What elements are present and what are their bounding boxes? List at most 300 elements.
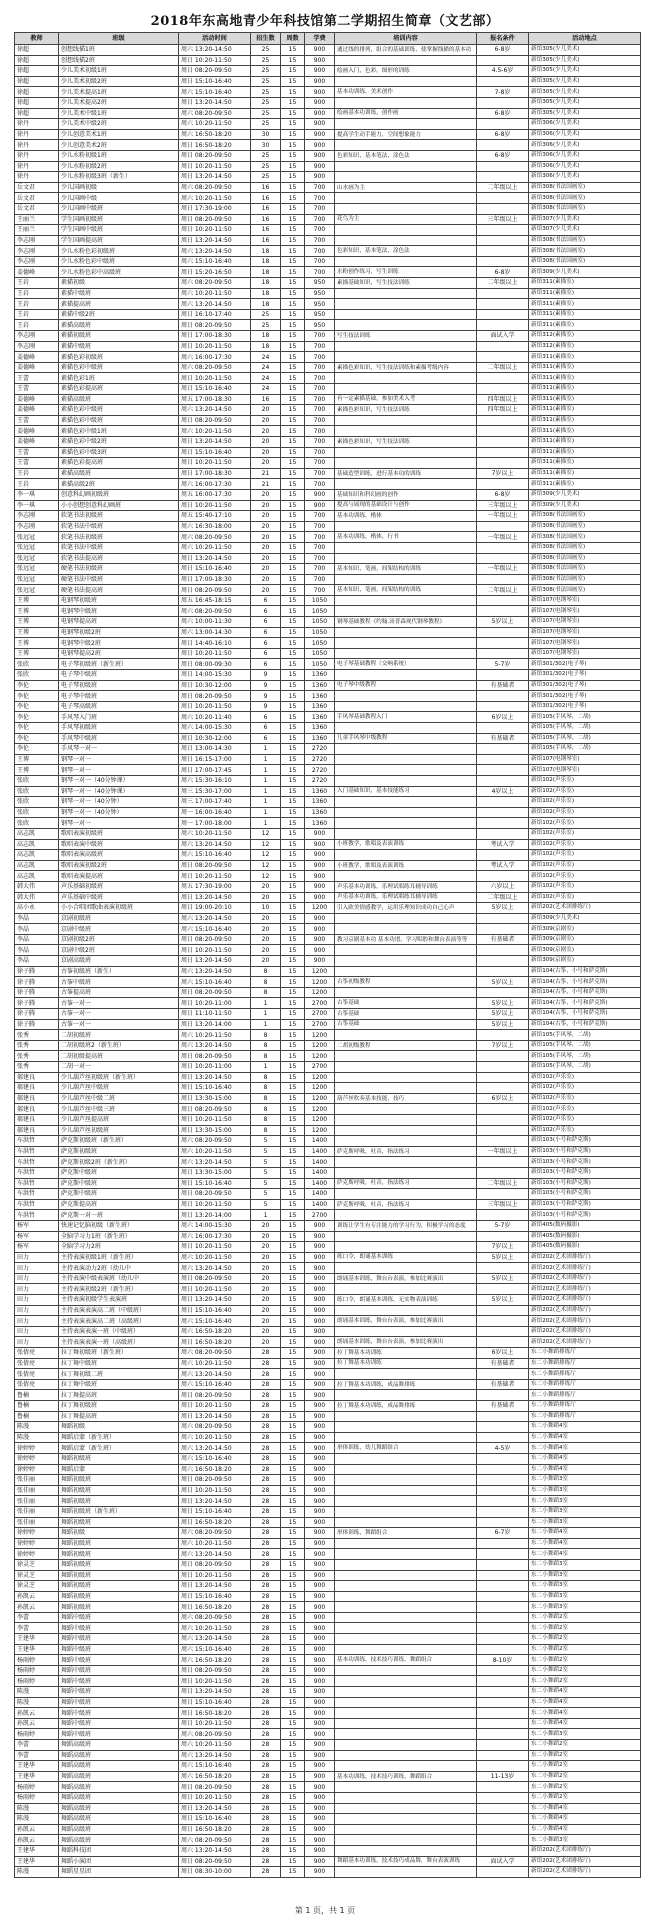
cell-requirement [477,1559,529,1570]
cell-time: 周六 13:20-14:50 [179,1549,251,1560]
cell-teacher: 杨雨婷 [15,1729,59,1740]
cell-capacity: 20 [251,892,281,903]
cell-room: 新馆308(书法国画室) [529,256,641,267]
cell-requirement [477,945,529,956]
cell-time: 周日 08:20-09:50 [179,66,251,77]
cell-weeks: 15 [281,1559,305,1570]
cell-time: 周六 16:50-18:20 [179,1464,251,1475]
cell-fee: 900 [305,1835,335,1846]
cell-weeks: 15 [281,1867,305,1878]
cell-class: 小小创想创意科幻画班 [59,500,179,511]
cell-room: 新馆202(艺术团排练厅) [529,1284,641,1295]
table-row [15,1803,641,1814]
table-row [15,1740,641,1751]
table-row [15,1591,641,1602]
cell-fee: 1050 [305,648,335,659]
cell-content [335,670,477,681]
cell-time: 周日 15:10-16:40 [179,384,251,395]
cell-teacher: 张远冠 [15,564,59,575]
cell-weeks: 15 [281,670,305,681]
cell-teacher: 姜德峰 [15,426,59,437]
cell-time: 周六 13:20-14:50 [179,1443,251,1454]
cell-fee: 1200 [305,1083,335,1094]
cell-teacher: 张倩亮 [15,1348,59,1359]
table-row [15,1199,641,1210]
cell-weeks: 15 [281,1242,305,1253]
table-row [15,1708,641,1719]
cell-fee: 900 [305,66,335,77]
cell-content [335,1665,477,1676]
table-row [15,1443,641,1454]
cell-teacher: 王蕾 [15,447,59,458]
table-row [15,1771,641,1782]
cell-teacher: 李一琪 [15,500,59,511]
cell-teacher: 陈漫 [15,1422,59,1433]
cell-content [335,426,477,437]
cell-room: 东二小舞蹈4室 [529,1453,641,1464]
table-row [15,1750,641,1761]
cell-teacher: 徐超 [15,108,59,119]
cell-fee: 900 [305,1411,335,1422]
table-row [15,1210,641,1221]
cell-content [335,1824,477,1835]
cell-room: 新馆107(电钢琴室) [529,606,641,617]
cell-requirement [477,1792,529,1803]
cell-fee: 1200 [305,1093,335,1104]
cell-capacity: 20 [251,1231,281,1242]
cell-fee: 1200 [305,1125,335,1136]
cell-fee: 900 [305,1570,335,1581]
cell-weeks: 15 [281,532,305,543]
cell-content [335,1390,477,1401]
table-row [15,807,641,818]
table-row [15,1242,641,1253]
cell-class: 主持表演表演高二班（高级班） [59,1316,179,1327]
cell-weeks: 15 [281,1009,305,1020]
cell-room: 新馆107(电钢琴室) [529,648,641,659]
cell-teacher: 张欣 [15,818,59,829]
cell-time: 周日 14:00-15:30 [179,670,251,681]
cell-time: 周六 15:10-16:40 [179,1644,251,1655]
cell-content: 拉丁舞基本功训练，成品舞排练 [335,1401,477,1412]
cell-class: 萨克斯初级班（新生班） [59,1136,179,1147]
cell-teacher: 李志刚 [15,235,59,246]
cell-class: 钢琴一对一 [59,818,179,829]
table-row [15,447,641,458]
cell-room: 新馆309(少儿美术) [529,913,641,924]
cell-content: 基本知识，笔画，间架结构的训练 [335,585,477,596]
cell-content [335,542,477,553]
cell-requirement: 7-8岁 [477,87,529,98]
cell-capacity: 28 [251,1453,281,1464]
cell-weeks: 15 [281,1475,305,1486]
cell-time: 周六 08:20-09:50 [179,1612,251,1623]
cell-teacher: 王建华 [15,1845,59,1856]
cell-teacher: 李志刚 [15,511,59,522]
cell-capacity: 20 [251,426,281,437]
cell-room: 新馆202(艺术团排练厅) [529,1295,641,1306]
cell-fee: 900 [305,1475,335,1486]
cell-teacher: 李志刚 [15,341,59,352]
cell-room: 东二小舞蹈3室 [529,1570,641,1581]
cell-content [335,479,477,490]
cell-time: 周五 15:40-17:10 [179,511,251,522]
cell-time: 周六 16:30-18:00 [179,521,251,532]
cell-capacity: 28 [251,1485,281,1496]
cell-content: 绘画基本功训练，创作画 [335,108,477,119]
cell-weeks: 15 [281,235,305,246]
cell-class: 创想线描2班 [59,55,179,66]
cell-capacity: 18 [251,278,281,289]
cell-time: 周六 08:20-09:50 [179,1348,251,1359]
table-row [15,511,641,522]
cell-room: 新馆102(声乐室) [529,1093,641,1104]
cell-class: 快速记忆脑初级（新生班） [59,1220,179,1231]
table-row [15,765,641,776]
cell-capacity: 20 [251,945,281,956]
cell-capacity: 20 [251,574,281,585]
cell-weeks: 15 [281,1369,305,1380]
cell-requirement [477,161,529,172]
cell-capacity: 20 [251,956,281,967]
cell-teacher: 王博 [15,595,59,606]
cell-class: 主持表演中级表演班（幼儿中 [59,1273,179,1284]
cell-teacher: 徐超 [15,66,59,77]
cell-time: 周日 10:20-11:50 [179,458,251,469]
cell-time: 周日 08:20-09:50 [179,1475,251,1486]
cell-content [335,1475,477,1486]
cell-weeks: 15 [281,1803,305,1814]
cell-room: 新馆103(小号和萨克斯) [529,1210,641,1221]
cell-fee: 1360 [305,670,335,681]
cell-weeks: 15 [281,1644,305,1655]
header-fee: 学费 [305,33,335,45]
cell-time: 周日 17:00-18:30 [179,468,251,479]
cell-content: 色彩知识，基本笔法，涂色法 [335,246,477,257]
cell-teacher: 韩大伟 [15,881,59,892]
cell-fee: 900 [305,1761,335,1772]
cell-capacity: 25 [251,320,281,331]
cell-content [335,1189,477,1200]
cell-teacher: 徐灵芝 [15,1570,59,1581]
cell-capacity: 28 [251,1655,281,1666]
table-row [15,1718,641,1729]
cell-requirement [477,913,529,924]
cell-room: 新馆305(少儿美术) [529,108,641,119]
table-row [15,119,641,130]
table-row [15,701,641,712]
table-row [15,775,641,786]
cell-room: 新馆105(手风琴，二胡) [529,723,641,734]
cell-capacity: 5 [251,1189,281,1200]
cell-teacher: 杨军 [15,1242,59,1253]
cell-room: 新馆311(素描室) [529,415,641,426]
cell-time: 周六 08:20-09:50 [179,182,251,193]
cell-fee: 1200 [305,1072,335,1083]
cell-class: 京剧高级班 [59,956,179,967]
cell-teacher: 徐超 [15,55,59,66]
cell-fee: 700 [305,182,335,193]
cell-content [335,1602,477,1613]
cell-teacher: 王蕾 [15,384,59,395]
cell-room: 新馆102(声乐室) [529,818,641,829]
table-row [15,1644,641,1655]
cell-class: 舞蹈初级班 [59,1591,179,1602]
cell-content [335,828,477,839]
cell-content [335,1718,477,1729]
cell-room: 新馆105(手风琴，二胡) [529,1062,641,1073]
cell-weeks: 15 [281,934,305,945]
cell-weeks: 15 [281,1051,305,1062]
cell-fee: 900 [305,892,335,903]
cell-class: 素描色彩中级2班 [59,436,179,447]
cell-content: 素描色彩知识，写生技法训练 [335,436,477,447]
cell-requirement: 一年级以上 [477,532,529,543]
cell-weeks: 15 [281,1348,305,1359]
cell-teacher: 岳文君 [15,182,59,193]
cell-class: 小小合唱团歌曲表演初级班 [59,903,179,914]
cell-room: 新馆102(声乐室) [529,1083,641,1094]
cell-time: 周六 08:20-09:50 [179,1422,251,1433]
table-row [15,468,641,479]
cell-time: 周日 13:00-14:30 [179,744,251,755]
cell-time: 周日 08:20-09:50 [179,860,251,871]
cell-teacher: 陈漫 [15,1687,59,1698]
cell-room: 新馆311(素描室) [529,373,641,384]
cell-teacher: 李蕾 [15,1740,59,1751]
cell-class: 二胡一对一 [59,1062,179,1073]
cell-fee: 1400 [305,1189,335,1200]
cell-time: 周日 08:20-09:50 [179,1390,251,1401]
cell-class: 少儿葫芦丝中级班 [59,1083,179,1094]
cell-requirement [477,341,529,352]
cell-content: 萨克斯呼吸，吐音，指法练习 [335,1146,477,1157]
cell-fee: 900 [305,1856,335,1867]
cell-weeks: 15 [281,786,305,797]
cell-class: 二胡初级提高班 [59,1051,179,1062]
cell-class: 舞蹈高级班 [59,1740,179,1751]
table-row [15,288,641,299]
cell-teacher: 杨军 [15,1231,59,1242]
cell-requirement [477,1485,529,1496]
cell-time: 周日 17:00-17:45 [179,765,251,776]
header-weeks: 周数 [281,33,305,45]
cell-requirement [477,225,529,236]
table-row [15,553,641,564]
cell-requirement [477,1506,529,1517]
cell-class: 舞蹈高级班 [59,1792,179,1803]
cell-capacity: 5 [251,1157,281,1168]
cell-weeks: 15 [281,1199,305,1210]
cell-content: 小班教学，歌唱及表演训练 [335,839,477,850]
table-row [15,956,641,967]
cell-capacity: 8 [251,1093,281,1104]
cell-class: 电钢琴初级2班 [59,627,179,638]
cell-room: 新馆405(数码摄影) [529,1220,641,1231]
cell-room: 新馆105(手风琴，二胡) [529,1030,641,1041]
cell-time: 周日 15:10-16:40 [179,76,251,87]
cell-capacity: 6 [251,733,281,744]
cell-teacher: 田力 [15,1326,59,1337]
cell-weeks: 15 [281,1083,305,1094]
cell-content [335,1708,477,1719]
cell-capacity: 28 [251,1845,281,1856]
cell-weeks: 15 [281,638,305,649]
cell-room: 新馆305(少儿美术) [529,97,641,108]
table-row [15,1782,641,1793]
cell-content [335,595,477,606]
cell-weeks: 15 [281,712,305,723]
cell-fee: 1400 [305,1167,335,1178]
table-row [15,1273,641,1284]
cell-content: 钢琴基础教程《约翰.汤普森现代钢琴教程》 [335,617,477,628]
cell-weeks: 15 [281,956,305,967]
cell-room: 新馆104(古筝，小号和萨克斯) [529,1009,641,1020]
cell-weeks: 15 [281,500,305,511]
cell-fee: 900 [305,934,335,945]
cell-fee: 900 [305,108,335,119]
cell-capacity: 28 [251,1718,281,1729]
cell-requirement [477,966,529,977]
table-row [15,1220,641,1231]
cell-teacher: 李蕾 [15,1623,59,1634]
cell-weeks: 15 [281,1591,305,1602]
cell-content [335,627,477,638]
cell-class: 舞蹈高级班 [59,1761,179,1772]
cell-weeks: 15 [281,288,305,299]
cell-class: 少儿水粉色彩中高级班 [59,267,179,278]
table-row [15,1369,641,1380]
cell-teacher: 张远冠 [15,542,59,553]
cell-weeks: 15 [281,1517,305,1528]
cell-capacity: 24 [251,352,281,363]
table-row [15,924,641,935]
cell-capacity: 28 [251,1538,281,1549]
cell-capacity: 20 [251,1316,281,1327]
cell-content: 儿童手风琴中级教程 [335,733,477,744]
cell-capacity: 20 [251,1337,281,1348]
cell-fee: 2700 [305,1210,335,1221]
cell-class: 素描色彩提高班 [59,384,179,395]
cell-teacher: 车洪哲 [15,1157,59,1168]
cell-room: 新馆102(声乐室) [529,828,641,839]
cell-capacity: 25 [251,161,281,172]
cell-content [335,1072,477,1083]
cell-requirement [477,638,529,649]
cell-content [335,1782,477,1793]
cell-content [335,1591,477,1602]
table-row [15,977,641,988]
cell-class: 主持表演动力2班（幼儿中 [59,1263,179,1274]
cell-fee: 1400 [305,1136,335,1147]
cell-fee: 900 [305,1337,335,1348]
cell-class: 钢琴一对一（40分钟课） [59,786,179,797]
cell-requirement [477,246,529,257]
cell-weeks: 15 [281,521,305,532]
cell-capacity: 24 [251,362,281,373]
cell-requirement [477,309,529,320]
cell-capacity: 20 [251,924,281,935]
cell-teacher: 车洪哲 [15,1167,59,1178]
cell-capacity: 8 [251,1125,281,1136]
cell-content [335,1167,477,1178]
table-row [15,712,641,723]
table-row [15,1305,641,1316]
table-row [15,140,641,151]
cell-weeks: 15 [281,66,305,77]
cell-teacher: 李蕾 [15,1612,59,1623]
cell-capacity: 8 [251,1072,281,1083]
cell-time: 周日 15:20-16:50 [179,267,251,278]
table-row [15,585,641,596]
cell-teacher: 田力 [15,1337,59,1348]
cell-teacher: 李伦 [15,744,59,755]
table-row [15,1559,641,1570]
cell-capacity: 5 [251,1178,281,1189]
cell-requirement: 11-13岁 [477,1771,529,1782]
cell-content [335,1326,477,1337]
cell-content: 基本功训练，技术技巧训练，舞蹈组合 [335,1771,477,1782]
cell-requirement [477,1189,529,1200]
cell-teacher: 鲁楠 [15,1411,59,1422]
cell-weeks: 15 [281,1136,305,1147]
cell-class: 主持表演表演一班（中级班） [59,1326,179,1337]
cell-content [335,1369,477,1380]
cell-time: 周六 16:50-18:20 [179,1326,251,1337]
cell-time: 周六 10:20-11:50 [179,1146,251,1157]
cell-class: 电钢琴初级班 [59,595,179,606]
cell-requirement [477,1676,529,1687]
cell-time: 周日 10:20-11:50 [179,1114,251,1125]
cell-fee: 900 [305,1824,335,1835]
cell-class: 少儿国画中级班 [59,203,179,214]
cell-teacher: 徐子腾 [15,998,59,1009]
cell-capacity: 28 [251,1401,281,1412]
cell-weeks: 15 [281,1856,305,1867]
header-class: 班级 [59,33,179,45]
cell-fee: 700 [305,373,335,384]
cell-class: 全脑学习力1班（新生班） [59,1231,179,1242]
cell-capacity: 20 [251,585,281,596]
cell-teacher: 孙凯云 [15,1602,59,1613]
cell-content [335,119,477,130]
cell-time: 周日 16:50-18:20 [179,1337,251,1348]
cell-class: 舞蹈中级班 [59,1655,179,1666]
cell-capacity: 28 [251,1771,281,1782]
cell-weeks: 15 [281,1411,305,1422]
cell-capacity: 24 [251,373,281,384]
cell-requirement [477,1167,529,1178]
cell-fee: 900 [305,1506,335,1517]
cell-content [335,55,477,66]
cell-fee: 950 [305,288,335,299]
cell-room: 新馆311(素描室) [529,405,641,416]
cell-room: 新馆309(京剧室) [529,956,641,967]
cell-room: 新馆307(少儿美术) [529,214,641,225]
cell-capacity: 5 [251,1146,281,1157]
cell-time: 周六 10:20-11:50 [179,426,251,437]
cell-requirement: 二年级以上 [477,182,529,193]
cell-requirement: 5岁以上 [477,903,529,914]
cell-fee: 900 [305,1581,335,1592]
table-row [15,892,641,903]
cell-weeks: 15 [281,1337,305,1348]
cell-requirement [477,1814,529,1825]
cell-teacher: 孙凯云 [15,1718,59,1729]
cell-capacity: 28 [251,1549,281,1560]
cell-weeks: 15 [281,447,305,458]
cell-time: 周六 10:20-11:50 [179,1740,251,1751]
